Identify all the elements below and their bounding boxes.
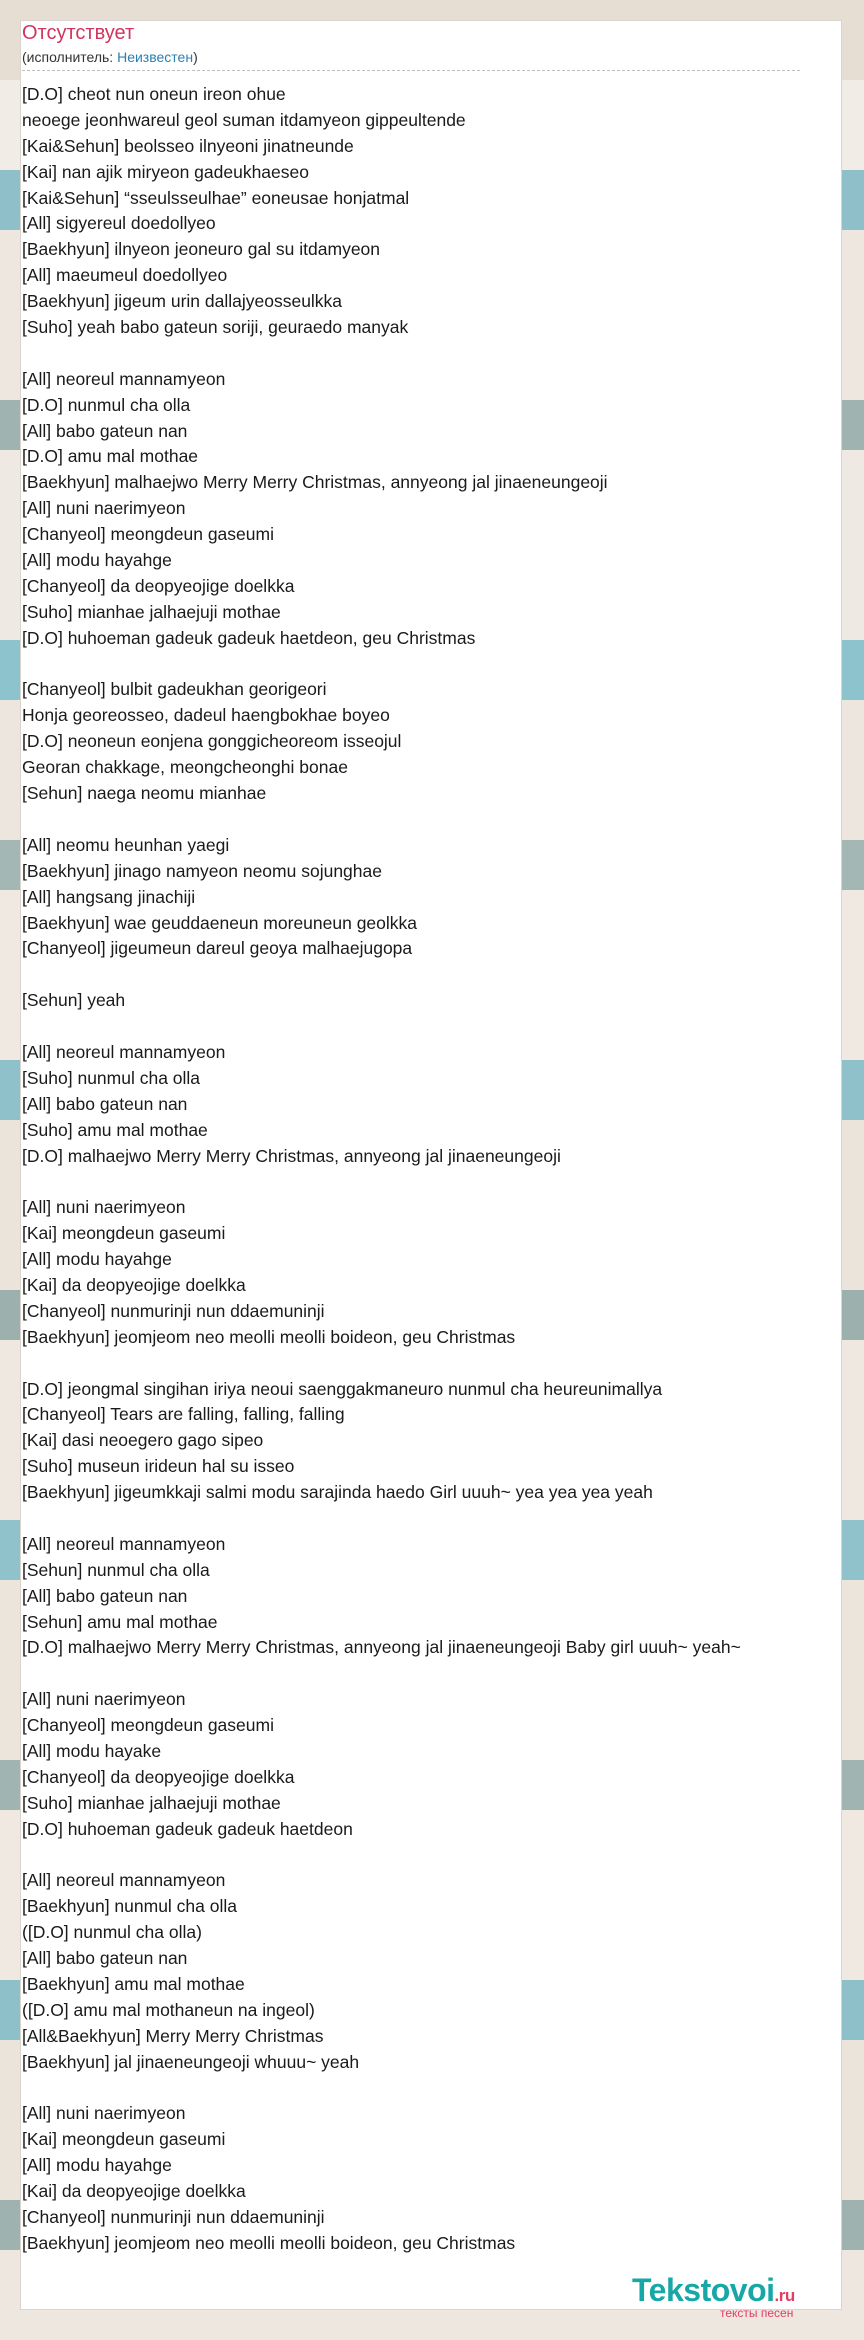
lyrics-blank-line [22,962,822,988]
lyrics-line: [Chanyeol] da deopyeojige doelkka [22,575,295,596]
lyrics-line: [All] hangsang jinachiji [22,886,196,907]
lyrics-line: [D.O] nunmul cha olla [22,394,191,415]
lyrics-line: [Chanyeol] jigeumeun dareul geoya malhaejugopa [22,938,413,959]
lyrics-line: [Chanyeol] bulbit gadeukhan georigeori [22,679,327,700]
lyrics-line: [All] babo gateun nan [22,1585,188,1606]
lyrics-blank-line [22,1351,822,1377]
lyrics-line: [Baekhyun] jigeum urin dallajyeosseulkka [22,291,343,312]
artist-link[interactable]: Неизвестен [117,49,194,65]
lyrics-line: [Kai] dasi neoegero gago sipeo [22,1430,264,1451]
lyrics-line: [Kai] da deopyeojige doelkka [22,2181,246,2202]
lyrics-line: [D.O] jeongmal singihan iriya neoui saenggakmaneuro nunmul cha heureunimallya [22,1378,663,1399]
lyrics-line: ([D.O] amu mal mothaneun na ingeol) [22,1999,315,2020]
lyrics-line: [Kai&Sehun] “sseulsseulhae” eoneusae honjatmal [22,187,410,208]
lyrics-line: [All] neoreul mannamyeon [22,1870,226,1891]
lyrics-blank-line [22,1169,822,1195]
lyrics-line: [All] modu hayake [22,1741,162,1761]
lyrics-line: [All] neoreul mannamyeon [22,368,226,389]
lyrics-line: [D.O] malhaejwo Merry Merry Christmas, annyeong jal jinaeneungeoji [22,1145,561,1166]
lyrics-line: [All] neoreul mannamyeon [22,1533,226,1554]
lyrics-line: [Suho] nunmul cha olla [22,1067,201,1088]
lyrics-line: [Chanyeol] nunmurinji nun ddaemuninji [22,2207,325,2228]
lyrics-line: Honja georeosseo, dadeul haengbokhae boyeo [22,705,390,726]
lyrics-blank-line [22,807,822,833]
lyrics-line: [Baekhyun] amu mal mothae [22,1974,245,1995]
lyrics-line: [D.O] huhoeman gadeuk gadeuk haetdeon, geu Christmas [22,627,476,648]
logo-tld: .ru [774,2286,795,2305]
song-header [22,20,800,79]
lyrics-line: [All] modu hayahge [22,550,172,571]
lyrics-line: [Chanyeol] Tears are falling, falling, falling [22,1404,345,1425]
header-divider [22,70,800,71]
lyrics-line: [D.O] cheot nun oneun ireon ohue [22,84,286,104]
lyrics-line: [All] neomu heunhan yaegi [22,834,230,855]
lyrics-line: [Kai] da deopyeojige doelkka [22,1274,246,1295]
lyrics-line: [Chanyeol] meongdeun gaseumi [22,524,274,545]
lyrics-line: [Baekhyun] ilnyeon jeoneuro gal su itdamyeon [22,239,381,260]
lyrics-line: [Sehun] amu mal mothae [22,1611,218,1632]
lyrics-line: [Suho] amu mal mothae [22,1119,208,1140]
artist-suffix: ) [193,49,198,65]
lyrics-line: [Baekhyun] jigeumkkaji salmi modu sarajinda haedo Girl uuuh~ yea yea yea yeah [22,1482,653,1503]
lyrics-line: [All] modu hayahge [22,2155,172,2176]
lyrics-line: [D.O] amu mal mothae [22,446,199,467]
lyrics-line: [Kai] nan ajik miryeon gadeukhaeseo [22,161,309,182]
lyrics-line: [Suho] museun irideun hal su isseo [22,1456,295,1477]
lyrics-line: [Sehun] naega neomu mianhae [22,783,267,804]
lyrics-line: [Suho] mianhae jalhaejuji mothae [22,1792,281,1813]
lyrics-line: [Baekhyun] jeomjeom neo meolli meolli boideon, geu Christmas [22,1326,516,1347]
lyrics-line: [Chanyeol] da deopyeojige doelkka [22,1766,295,1787]
lyrics-line: [All] maeumeul doedollyeo [22,265,228,286]
lyrics-line: [Chanyeol] meongdeun gaseumi [22,1715,274,1736]
lyrics-line: [Kai] meongdeun gaseumi [22,2129,226,2150]
artist-line [22,48,800,66]
lyrics-line: [Baekhyun] jal jinaeneungeoji whuuu~ yeah [22,2051,360,2072]
lyrics-line: [All] neoreul mannamyeon [22,1041,226,1062]
logo-main-text: Tekstovoi [632,2272,775,2308]
lyrics-line: [All] modu hayahge [22,1249,172,1270]
lyrics-blank-line [22,341,822,367]
lyrics-line: [All] nuni naerimyeon [22,1689,186,1710]
lyrics-line: [All] babo gateun nan [22,1948,188,1969]
lyrics-line: [All] babo gateun nan [22,420,188,441]
lyrics-line: [Suho] yeah babo gateun soriji, geuraedo manyak [22,317,409,338]
lyrics-blank-line [22,2076,822,2102]
lyrics-line: [All] nuni naerimyeon [22,498,186,519]
site-logo[interactable] [632,2273,842,2323]
lyrics-line: [D.O] huhoeman gadeuk gadeuk haetdeon [22,1818,353,1839]
lyrics-line: [Baekhyun] nunmul cha olla [22,1896,237,1917]
lyrics-line: neoege jeonhwareul geol suman itdamyeon gippeultende [22,109,466,130]
lyrics-line: [Kai] meongdeun gaseumi [22,1223,226,1244]
logo-subtitle: тексты песен [720,2306,794,2320]
lyrics-line: Georan chakkage, meongcheonghi bonae [22,757,348,778]
artist-prefix: (исполнитель: [22,49,118,65]
lyrics-line: [All&Baekhyun] Merry Merry Christmas [22,2025,324,2046]
lyrics-line: [All] nuni naerimyeon [22,1197,186,1218]
lyrics-line: ([D.O] nunmul cha olla) [22,1922,202,1943]
lyrics-text [22,82,822,2257]
lyrics-line: [Sehun] nunmul cha olla [22,1559,210,1580]
lyrics-line: [All] nuni naerimyeon [22,2103,186,2124]
lyrics-line: [D.O] neoneun eonjena gonggicheoreom isseojul [22,731,402,752]
lyrics-line: [All] sigyereul doedollyeo [22,213,216,234]
lyrics-line: [Baekhyun] jeomjeom neo meolli meolli boideon, geu Christmas [22,2232,516,2253]
lyrics-line: [Chanyeol] nunmurinji nun ddaemuninji [22,1300,325,1321]
lyrics-blank-line [22,652,822,678]
lyrics-line: [Baekhyun] wae geuddaeneun moreuneun geolkka [22,912,418,933]
lyrics-line: [Sehun] yeah [22,990,126,1011]
song-title: Отсутствует [22,22,135,44]
lyrics-blank-line [22,1014,822,1040]
lyrics-line: [Baekhyun] malhaejwo Merry Merry Christmas, annyeong jal jinaeneungeoji [22,472,608,493]
lyrics-blank-line [22,1506,822,1532]
lyrics-line: [All] babo gateun nan [22,1093,188,1114]
lyrics-line: [D.O] malhaejwo Merry Merry Christmas, annyeong jal jinaeneungeoji Baby girl uuuh~ yeah~ [22,1637,741,1658]
lyrics-line: [Kai&Sehun] beolsseo ilnyeoni jinatneunde [22,135,354,156]
lyrics-line: [Baekhyun] jinago namyeon neomu sojunghae [22,860,382,881]
lyrics-blank-line [22,1661,822,1687]
lyrics-line: [Suho] mianhae jalhaejuji mothae [22,601,281,622]
lyrics-blank-line [22,1843,822,1869]
